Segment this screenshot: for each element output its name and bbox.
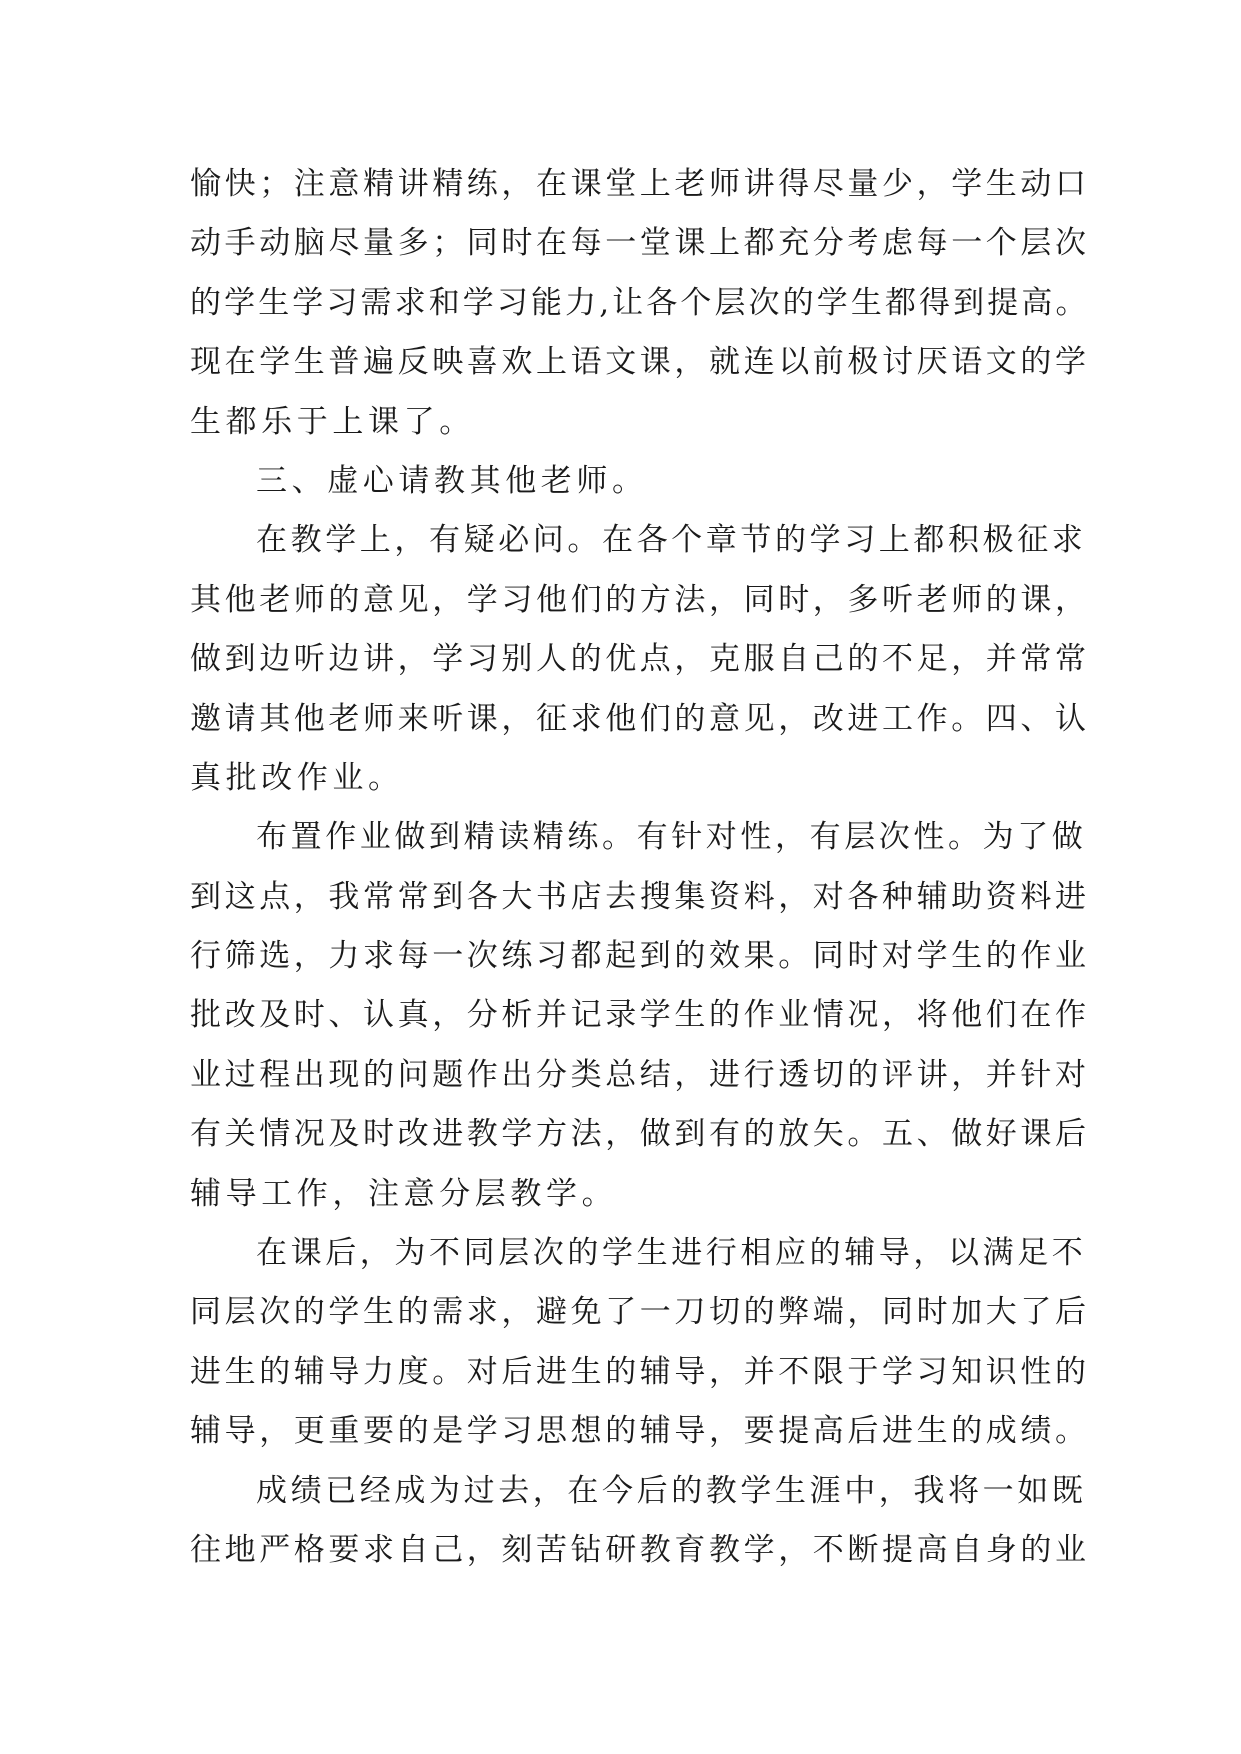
text-line: 生都乐于上课了。 xyxy=(190,403,475,440)
text-line: 动手动脑尽量多；同时在每一堂课上都充分考虑每一个层次 xyxy=(190,225,1090,262)
text-line: 在教学上，有疑必问。在各个章节的学习上都积极征求 xyxy=(256,522,1087,559)
body-text xyxy=(190,155,1090,1580)
text-line: 行筛选，力求每一次练习都起到的效果。同时对学生的作业 xyxy=(190,938,1090,975)
text-line: 布置作业做到精读精练。有针对性，有层次性。为了做 xyxy=(256,819,1087,856)
text-line: 邀请其他老师来听课，征求他们的意见，改进工作。四、认 xyxy=(190,700,1090,737)
text-line: 辅导，更重要的是学习思想的辅导，要提高后进生的成绩。 xyxy=(190,1413,1090,1450)
text-line: 批改及时、认真，分析并记录学生的作业情况，将他们在作 xyxy=(190,997,1090,1034)
text-line: 在课后，为不同层次的学生进行相应的辅导，以满足不 xyxy=(256,1235,1087,1272)
text-line: 其他老师的意见，学习他们的方法，同时，多听老师的课， xyxy=(190,581,1090,618)
text-line: 现在学生普遍反映喜欢上语文课，就连以前极讨厌语文的学 xyxy=(190,344,1090,381)
text-line: 愉快；注意精讲精练，在课堂上老师讲得尽量少，学生动口 xyxy=(190,166,1090,202)
text-line: 往地严格要求自己，刻苦钻研教育教学，不断提高自身的业 xyxy=(190,1531,1090,1568)
text-line: 做到边听边讲，学习别人的优点，克服自己的不足，并常常 xyxy=(190,641,1090,678)
text-line: 辅导工作，注意分层教学。 xyxy=(190,1175,618,1212)
text-line: 真批改作业。 xyxy=(190,759,404,796)
text-line: 到这点，我常常到各大书店去搜集资料，对各种辅助资料进 xyxy=(190,878,1090,915)
text-line: 有关情况及时改进教学方法，做到有的放矢。五、做好课后 xyxy=(190,1116,1090,1153)
text-line: 三、虚心请教其他老师。 xyxy=(256,462,648,499)
text-line: 进生的辅导力度。对后进生的辅导，并不限于学习知识性的 xyxy=(190,1353,1090,1390)
text-line: 成绩已经成为过去，在今后的教学生涯中，我将一如既 xyxy=(256,1472,1087,1509)
text-line: 的学生学习需求和学习能力,让各个层次的学生都得到提高。 xyxy=(190,284,1090,321)
text-line: 业过程出现的问题作出分类总结，进行透切的评讲，并针对 xyxy=(190,1056,1090,1093)
text-line: 同层次的学生的需求，避免了一刀切的弊端，同时加大了后 xyxy=(190,1294,1090,1331)
